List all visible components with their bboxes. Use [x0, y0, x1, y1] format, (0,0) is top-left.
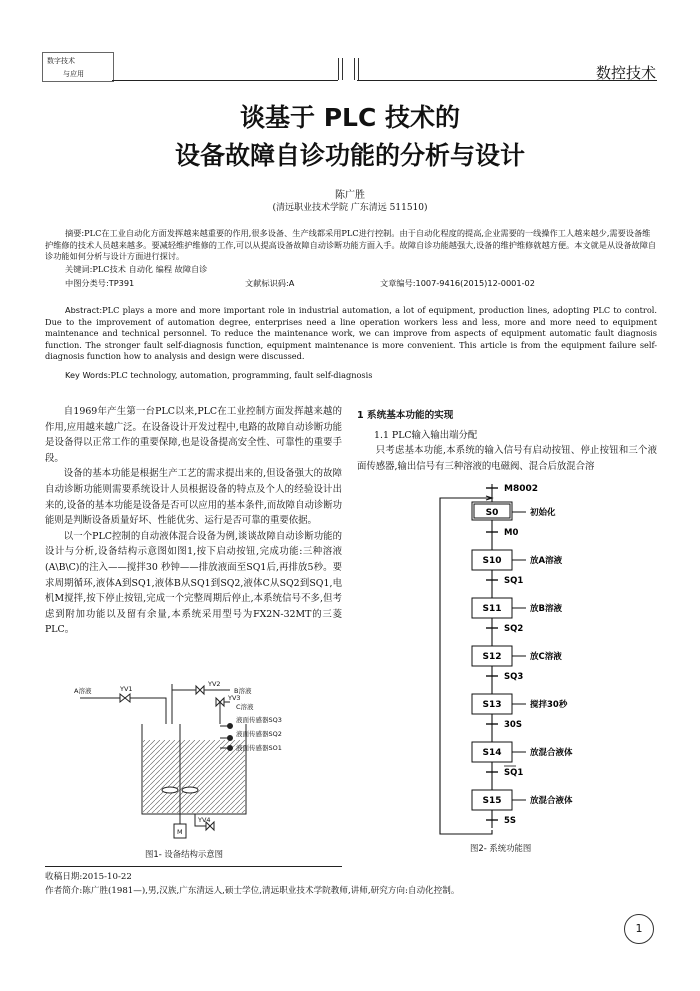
abstract-en-text: PLC plays a more and more important role in industrial automation, a lot of equipment, production lines, adopting PLC to control. Due to the improvement of automation degree, enterprises need a line operation workers less and less, more and more need to equipment maintenance and technical personnel. To reduce the maintenance work, we can improve from aspects of equipment automatic fault diagnosis function. The stronger fault self-diagnosis function, equipment maintenance is more convenient. This article is from the equipment failure self-diagnosis function how to analysis and design were discussed. [45, 305, 657, 361]
label-c: C溶液 [236, 703, 254, 711]
footnote-rule [45, 866, 342, 867]
sfc-step-label: S10 [482, 556, 502, 566]
stirrer-blade-icon [162, 787, 178, 793]
footnote-received: 收稿日期:2015-10-22 [45, 872, 132, 882]
label-m: M [177, 828, 183, 836]
sfc-transition-label: SQ1 [504, 768, 524, 778]
author-name: 陈广胜 [335, 190, 365, 201]
sfc-step-label: S12 [482, 652, 502, 662]
section-tag: 数控技术 [595, 64, 656, 82]
paragraph: 设备的基本功能是根据生产工艺的需求提出来的,但设备强大的故障自动诊断功能则需要系统设计人员根据设备的特点及个人的经验设计出来的,设备的基本功能是设备是否可以应用的基本条件,而故障自动诊断功能则是判断设备质量好坏、性能优劣、运行是否可靠的重要依据。 [45, 468, 342, 527]
sensor-sq3-icon [228, 724, 233, 729]
keywords-cn [65, 264, 655, 276]
sfc-step-label: S0 [485, 508, 499, 518]
stirrer-blade-icon [182, 787, 198, 793]
sfc-step-label: S13 [482, 700, 502, 710]
abstract-en [45, 305, 657, 363]
label-b: B溶液 [234, 687, 252, 695]
figure-2-sfc-diagram [430, 478, 580, 840]
title-line1: 谈基于 PLC 技术的 [239, 103, 460, 132]
keywords-en-label: Key Words: [65, 370, 111, 380]
label-yv3: YV3 [228, 694, 241, 702]
label-yv4: YV4 [198, 816, 211, 824]
sensor-sq2-icon [228, 736, 233, 741]
keywords-cn-text: PLC技术 自动化 编程 故障自诊 [92, 264, 208, 274]
sfc-transition-label: SQ3 [504, 672, 524, 682]
sfc-action-label: 放混合液体 [530, 748, 573, 758]
figure-2-caption: 图2- 系统功能图 [470, 843, 532, 853]
sfc-transition-label: M8002 [504, 484, 539, 494]
section-heading-1: 1 系统基本功能的实现 [357, 410, 454, 421]
valve-yv1-icon [120, 694, 130, 702]
abstract-cn [45, 228, 657, 263]
sensor-sq1-icon [228, 746, 233, 751]
label-a: A溶液 [74, 687, 92, 695]
footnote-bio: 作者简介:陈广胜(1981—),男,汉族,广东清远人,硕士学位,清远职业技术学院教师,讲师,研究方向:自动化控制。 [45, 886, 460, 896]
sfc-action-label: 放C溶液 [530, 652, 562, 662]
right-column-text [357, 443, 657, 474]
sfc-action-label: 初始化 [530, 508, 556, 518]
paragraph: 只考虑基本功能,本系统的输入信号有启动按钮、停止按钮和三个液面传感器,输出信号有三种溶液的电磁阀、混合后放混合溶 [357, 445, 657, 472]
sfc-transition-label: SQ2 [504, 624, 524, 634]
sfc-step-label: S11 [482, 604, 502, 614]
sfc-action-label: 放B溶液 [530, 604, 562, 614]
header-rule-left [112, 80, 338, 81]
author-affiliation: (清远职业技术学院 广东清远 511510) [272, 203, 428, 213]
document-code: 文献标识码:A [245, 278, 295, 288]
page-number-badge [624, 914, 654, 944]
figure-1-structure-diagram [70, 680, 340, 840]
figure-1-caption: 图1- 设备结构示意图 [145, 849, 224, 859]
sfc-step-label: S14 [482, 748, 502, 758]
sfc-transition-label: 30S [504, 720, 522, 730]
label-sq2: 液面传感器SQ2 [236, 730, 282, 738]
sfc-step-label: S15 [482, 796, 502, 806]
journal-logo [42, 52, 114, 82]
clc-number: 中图分类号:TP391 [65, 278, 135, 288]
keywords-cn-label: 关键词: [65, 264, 93, 274]
left-column-text [45, 404, 342, 638]
page-number: 1 [635, 922, 643, 935]
section-heading-1-1: 1.1 PLC输入输出端分配 [374, 430, 478, 441]
article-number: 文章编号:1007-9416(2015)12-0001-02 [380, 278, 535, 288]
title-line2: 设备故障自诊功能的分析与设计 [174, 141, 525, 170]
abstract-cn-label: 摘要: [65, 228, 85, 238]
header-divider [338, 58, 343, 80]
label-sq1: 液面传感器SO1 [236, 744, 282, 752]
paragraph: 以一个PLC控制的自动液体混合设备为例,谈谈故障自动诊断功能的设计与分析,设备结构示意图如图1,按下启动按钮,完成功能:三种溶液(A\B\C)的注入——搅拌30 秒钟——排放液面至SQ1后,再排放5秒。要求周期循环,液体A到SQ1,液体B从SQ1到SQ2,液体C从SQ2到SQ1,电机M搅拌,按下停止按钮,完成一个完整周期后停止,本系统信号不多,但考虑到附加功能以及留有余量,本系统采用型号为FX2N-32MT的三菱PLC。 [45, 530, 342, 636]
logo-line1: 数字技术 [47, 57, 75, 65]
abstract-cn-text: PLC在工业自动化方面发挥越来越重要的作用,很多设备、生产线都采用PLC进行控制。由于自动化程度的提高,企业需要的一线操作工人越来越少,需要设备维护维修的技术人员越来越多。要减轻维护维修的工作,可以从提高设备故障自动诊断功能方面入手。故障自诊功能越强大,设备的维护维修就越方便。本文就是从设备故障自诊功能如何分析与设计方面进行探讨。 [45, 228, 657, 261]
label-sq3: 液面传感器SQ3 [236, 716, 282, 724]
header-divider [354, 58, 359, 80]
sfc-action-label: 放混合液体 [530, 796, 573, 806]
pipe-a [80, 698, 166, 724]
abstract-en-label: Abstract: [65, 305, 103, 315]
keywords-en [65, 370, 655, 382]
valve-yv2-icon [196, 686, 204, 694]
label-yv1: YV1 [120, 685, 133, 693]
sfc-transition-label: SQ1 [504, 576, 524, 586]
sfc-action-label: 放A溶液 [530, 556, 563, 566]
paragraph: 自1969年产生第一台PLC以来,PLC在工业控制方面发挥越来越的作用,应用越来越广泛。在设备设计开发过程中,电路的故障自动诊断功能是设备得以正常工作的重要保障,也是设备提高安全性、可靠性的重要手段。 [45, 406, 342, 464]
keywords-en-text: PLC technology, automation, programming, fault self-diagnosis [110, 370, 373, 380]
logo-line2: 与应用 [63, 70, 84, 78]
sfc-action-label: 搅拌30秒 [530, 700, 568, 710]
sfc-transition-label: M0 [504, 528, 519, 538]
label-yv2: YV2 [208, 680, 221, 688]
sfc-transition-label: 5S [504, 816, 517, 826]
